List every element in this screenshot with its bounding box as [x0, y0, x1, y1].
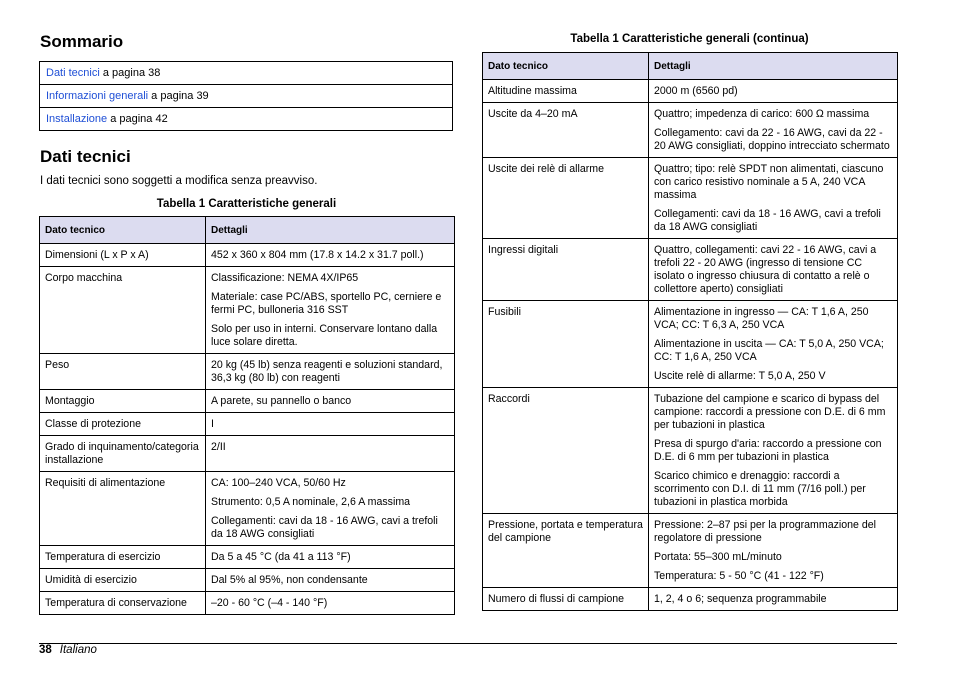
spec-label: Temperatura di conservazione: [40, 592, 206, 615]
spec-label: Ingressi digitali: [483, 239, 649, 301]
spec-detail-line: Tubazione del campione e scarico di bypass del campione: raccordi a pressione con D.E. di 6 mm per tubazioni in plastica: [654, 393, 886, 431]
spec-label: Altitudine massima: [483, 80, 649, 103]
spec-label: Grado di inquinamento/categoria installazione: [40, 436, 206, 472]
table-row: [40, 472, 455, 546]
spec-detail-line: Strumento: 0,5 A nominale, 2,6 A massima: [211, 496, 411, 508]
table-row: [483, 514, 898, 588]
spec-detail-line: 2/II: [211, 441, 226, 453]
table-row: [40, 436, 455, 472]
table-row: [40, 267, 455, 354]
spec-detail-line: Solo per uso in interni. Conservare lontano dalla luce solare diretta.: [211, 323, 438, 348]
table1-cont-caption: Tabella 1 Caratteristiche generali (continua): [570, 33, 809, 45]
table-row: [483, 80, 898, 103]
intro-text: I dati tecnici sono soggetti a modifica senza preavviso.: [40, 175, 318, 187]
table-row: [483, 158, 898, 239]
toc-link-dati-tecnici[interactable]: Dati tecnici: [46, 67, 100, 79]
spec-label: Montaggio: [40, 390, 206, 413]
spec-detail-line: Portata: 55–300 mL/minuto: [654, 551, 782, 563]
spec-detail-line: 2000 m (6560 pd): [654, 85, 738, 97]
table-row: [40, 244, 455, 267]
spec-label: Fusibili: [483, 301, 649, 388]
spec-detail-line: Dal 5% al 95%, non condensante: [211, 574, 368, 586]
spec-detail-line: Collegamenti: cavi da 18 - 16 AWG, cavi a trefoli da 18 AWG consigliati: [211, 515, 438, 540]
spec-detail-line: Alimentazione in ingresso — CA: T 1,6 A, 250 VCA; CC: T 6,3 A, 250 VCA: [654, 306, 869, 331]
spec-detail-line: Temperatura: 5 - 50 °C (41 - 122 °F): [654, 570, 824, 582]
spec-label: Requisiti di alimentazione: [40, 472, 206, 546]
spec-details: [206, 244, 455, 267]
footer-language: Italiano: [59, 644, 97, 656]
spec-details: [649, 158, 898, 239]
table-row: [40, 592, 455, 615]
spec-detail-line: Collegamenti: cavi da 18 - 16 AWG, cavi a trefoli da 18 AWG consigliati: [654, 208, 881, 233]
spec-details: [206, 413, 455, 436]
spec-detail-line: Da 5 a 45 °C (da 41 a 113 °F): [211, 551, 351, 563]
spec-details: [649, 301, 898, 388]
toc-page-ref: a pagina 38: [99, 67, 161, 79]
footer-rule: [39, 643, 897, 644]
page-footer: [39, 642, 97, 658]
toc-link-informazioni-generali[interactable]: Informazioni generali: [46, 90, 149, 102]
spec-table-general-continued: [482, 52, 898, 611]
spec-detail-line: 1, 2, 4 o 6; sequenza programmabile: [654, 593, 827, 605]
spec-label: Numero di flussi di campione: [483, 588, 649, 611]
spec-detail-line: CA: 100–240 VCA, 50/60 Hz: [211, 477, 346, 489]
spec-details: [649, 388, 898, 514]
spec-details: [206, 390, 455, 413]
spec-detail-line: 452 x 360 x 804 mm (17.8 x 14.2 x 31.7 poll.): [211, 249, 424, 261]
spec-details: [206, 569, 455, 592]
toc-link-installazione[interactable]: Installazione: [46, 113, 108, 125]
table-row: [40, 569, 455, 592]
spec-label: Corpo macchina: [40, 267, 206, 354]
table-row: [483, 301, 898, 388]
spec-detail-line: –20 - 60 °C (–4 - 140 °F): [211, 597, 328, 609]
table-row: [483, 103, 898, 158]
spec-detail-line: A parete, su pannello o banco: [211, 395, 352, 407]
toc-row: [40, 108, 453, 131]
spec-detail-line: Uscite relè di allarme: T 5,0 A, 250 V: [654, 370, 826, 382]
spec-label: Raccordi: [483, 388, 649, 514]
spec-details: [206, 436, 455, 472]
spec-details: [206, 546, 455, 569]
spec-details: [206, 267, 455, 354]
spec-label: Peso: [40, 354, 206, 390]
table1-caption: Tabella 1 Caratteristiche generali: [156, 198, 337, 210]
spec-detail-line: 20 kg (45 lb) senza reagenti e soluzioni standard, 36,3 kg (80 lb) con reagenti: [211, 359, 443, 384]
spec-detail-line: Classificazione: NEMA 4X/IP65: [211, 272, 359, 284]
header-dato-tecnico: Dato tecnico: [40, 217, 206, 244]
spec-details: [649, 239, 898, 301]
spec-label: Dimensioni (L x P x A): [40, 244, 206, 267]
table-header-row: [40, 217, 455, 244]
spec-detail-line: Quattro, collegamenti: cavi 22 - 16 AWG, cavi a trefoli 22 - 20 AWG (ingresso di tensione CC isolato o ingresso chiusura di contatto a relè o collettore aperto) consigliati: [654, 244, 877, 295]
page-number: 38: [39, 644, 52, 656]
toc-page-ref: a pagina 39: [148, 90, 209, 102]
spec-details: [649, 588, 898, 611]
table-row: [40, 413, 455, 436]
dati-tecnici-heading: Dati tecnici: [40, 147, 131, 166]
spec-details: [206, 472, 455, 546]
spec-detail-line: Quattro; impedenza di carico: 600 Ω massima: [654, 108, 870, 120]
header-dettagli: Dettagli: [206, 217, 455, 244]
header-dato-tecnico: Dato tecnico: [483, 53, 649, 80]
spec-detail-line: I: [211, 418, 214, 430]
table-header-row: [483, 53, 898, 80]
table-row: [40, 546, 455, 569]
spec-label: Pressione, portata e temperatura del campione: [483, 514, 649, 588]
toc-row: [40, 85, 453, 108]
spec-label: Uscite da 4–20 mA: [483, 103, 649, 158]
spec-table-general: [39, 216, 455, 615]
table-row: [483, 588, 898, 611]
toc-row: [40, 62, 453, 85]
header-dettagli: Dettagli: [649, 53, 898, 80]
spec-detail-line: Collegamento: cavi da 22 - 16 AWG, cavi da 22 - 20 AWG consigliati, doppino intrecciato schermato: [654, 127, 890, 152]
spec-details: [206, 354, 455, 390]
table-row: [483, 239, 898, 301]
toc-page-ref: a pagina 42: [107, 113, 168, 125]
spec-detail-line: Materiale: case PC/ABS, sportello PC, cerniere e fermi PC, bulloneria 316 SST: [211, 291, 442, 316]
table-row: [483, 388, 898, 514]
spec-detail-line: Scarico chimico e drenaggio: raccordi a scorrimento con D.I. di 11 mm (7/16 poll.) per tubazioni in plastica morbida: [654, 470, 866, 508]
spec-details: [649, 103, 898, 158]
spec-label: Temperatura di esercizio: [40, 546, 206, 569]
spec-details: [649, 514, 898, 588]
spec-detail-line: Pressione: 2–87 psi per la programmazione del regolatore di pressione: [654, 519, 877, 544]
table-row: [40, 354, 455, 390]
spec-detail-line: Presa di spurgo d'aria: raccordo a pressione con D.E. di 6 mm per tubazioni in plastica: [654, 438, 882, 463]
spec-label: Uscite dei relè di allarme: [483, 158, 649, 239]
spec-details: [649, 80, 898, 103]
spec-detail-line: Quattro; tipo: relè SPDT non alimentati, ciascuno con carico resistivo nominale a 5 A, 240 VCA massima: [654, 163, 884, 201]
spec-detail-line: Alimentazione in uscita — CA: T 5,0 A, 250 VCA; CC: T 1,6 A, 250 VCA: [654, 338, 884, 363]
spec-details: [206, 592, 455, 615]
spec-label: Classe di protezione: [40, 413, 206, 436]
sommario-table: [39, 61, 453, 131]
spec-label: Umidità di esercizio: [40, 569, 206, 592]
sommario-heading: Sommario: [40, 32, 124, 51]
table-row: [40, 390, 455, 413]
